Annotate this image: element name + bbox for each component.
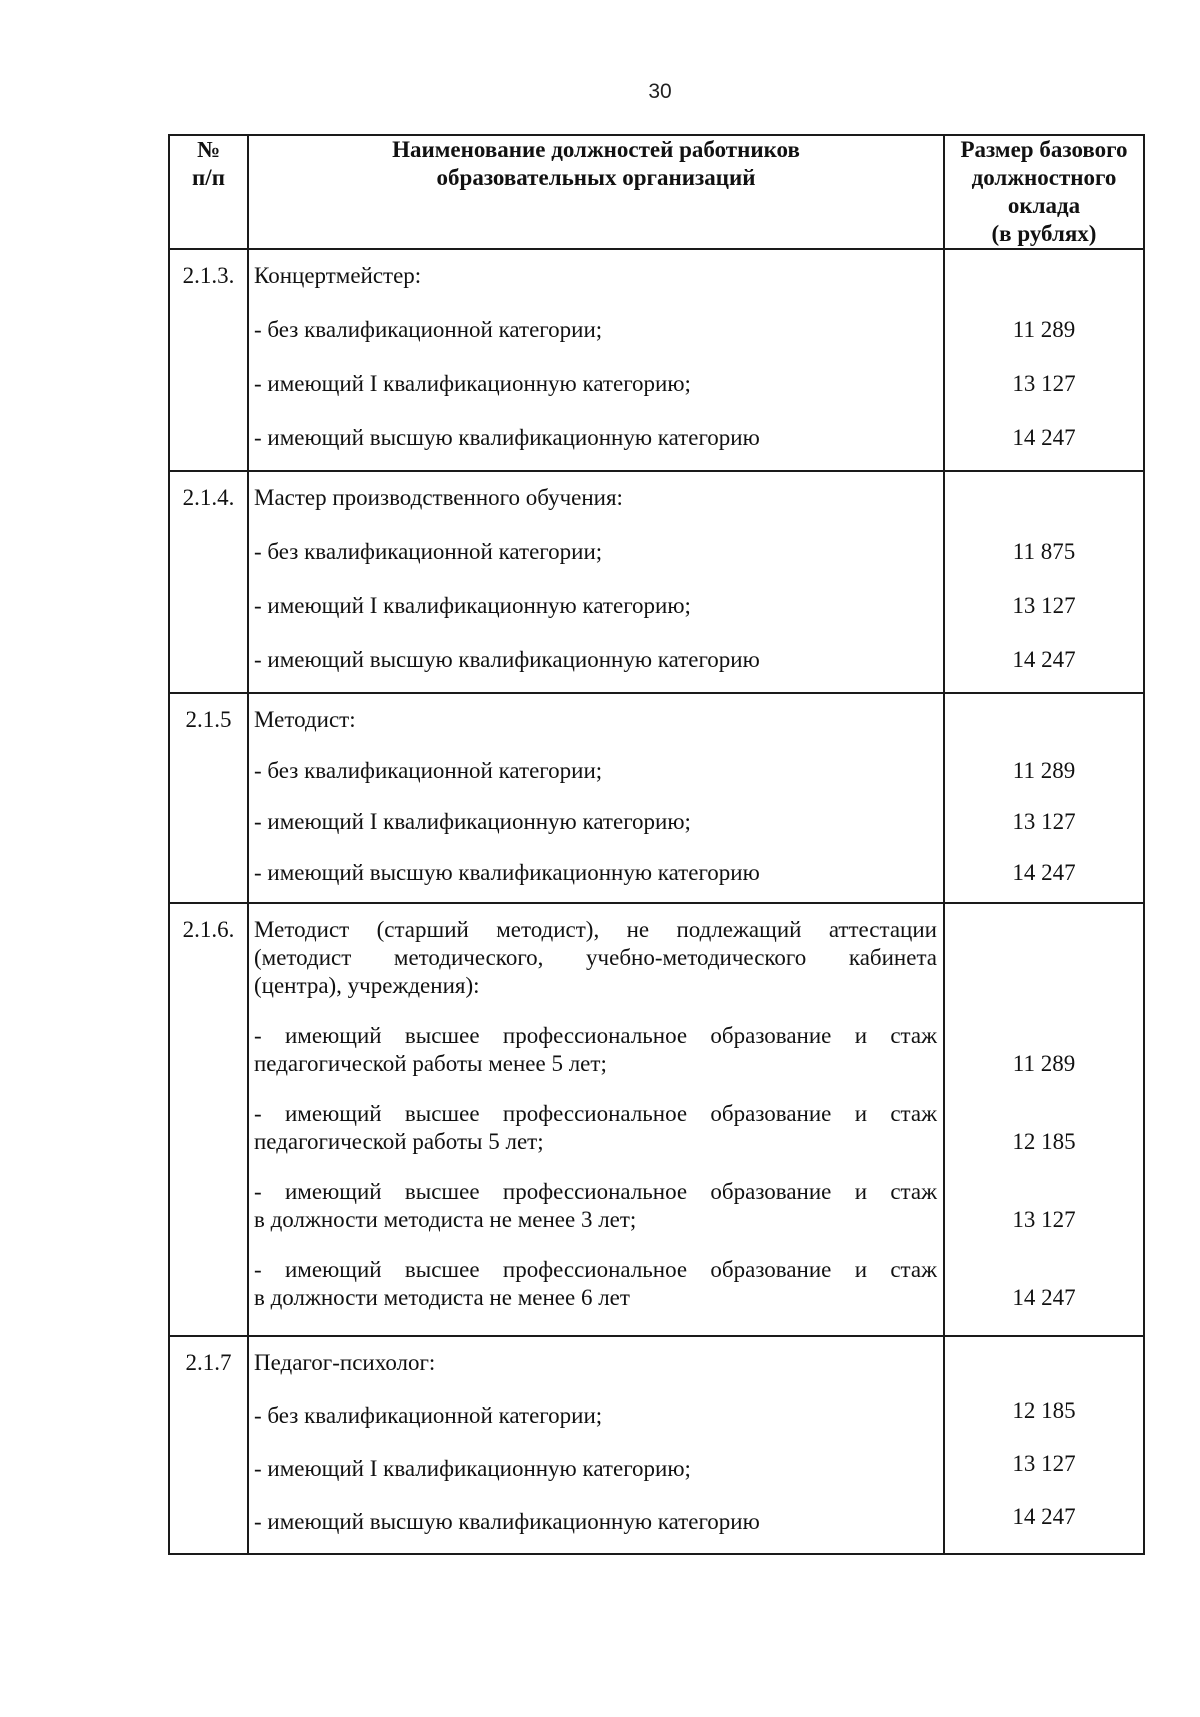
salary-value: 13 127 [1012,371,1076,396]
position-item: - без квалификационной категории; [254,1403,603,1428]
position-item: - имеющий I квалификационную категорию; [254,1456,691,1481]
table-row [169,903,1144,1336]
salary-cell [944,471,1144,693]
header-salary [944,135,1144,249]
header-salary-line: Размер базового [960,137,1128,162]
row-number: 2.1.7 [169,1336,248,1554]
salary-cell [944,693,1144,903]
header-name-line: Наименование должностей работников [392,137,800,162]
position-item-line: - имеющий высшее профессиональное образование и стаж [254,1179,937,1204]
position-item: - имеющий I квалификационную категорию; [254,809,691,834]
salary-cell [944,903,1144,1336]
position-item-line: в должности методиста не менее 6 лет [254,1285,630,1310]
salary-value: 11 289 [1012,1051,1076,1076]
position-item: - без квалификационной категории; [254,758,603,783]
salary-value: 11 289 [1012,758,1076,783]
salary-value: 12 185 [1012,1398,1076,1423]
salary-value: 14 247 [1012,1504,1076,1529]
header-number-line: № [196,137,221,162]
position-item-line: педагогической работы 5 лет; [254,1129,544,1154]
row-number: 2.1.5 [169,693,248,903]
salary-value: 12 185 [1012,1129,1076,1154]
position-title-line: (методист методического, учебно-методического кабинета [254,945,937,970]
position-title: Концертмейстер: [254,263,422,288]
header-number [169,135,248,249]
salary-cell [944,1336,1144,1554]
salary-value: 14 247 [1012,860,1076,885]
header-position-name [248,135,944,249]
position-title: Методист: [254,707,356,732]
header-salary-line: оклада [1007,193,1081,218]
table-row [169,249,1144,471]
position-item: - имеющий высшую квалификационную категорию [254,1509,760,1534]
salary-value: 11 875 [1012,539,1076,564]
position-cell [248,1336,944,1554]
position-item-line: - имеющий высшее профессиональное образование и стаж [254,1023,937,1048]
salary-value: 13 127 [1012,1207,1076,1232]
position-cell [248,903,944,1336]
position-item: - имеющий I квалификационную категорию; [254,371,691,396]
position-item-line: - имеющий высшее профессиональное образование и стаж [254,1257,937,1282]
position-item: - имеющий высшую квалификационную категорию [254,860,760,885]
position-cell [248,693,944,903]
position-title: Мастер производственного обучения: [254,485,623,510]
salary-value: 13 127 [1012,593,1076,618]
position-title: Педагог-психолог: [254,1350,436,1375]
position-title-line: Методист (старший методист), не подлежащий аттестации [254,917,937,942]
salary-cell [944,249,1144,471]
position-cell [248,249,944,471]
salary-value: 14 247 [1012,647,1076,672]
position-item-line: - имеющий высшее профессиональное образование и стаж [254,1101,937,1126]
page-number: 30 [648,80,672,103]
position-cell [248,471,944,693]
position-item: - имеющий высшую квалификационную категорию [254,425,760,450]
row-number: 2.1.4. [169,471,248,693]
salary-value: 13 127 [1012,1451,1076,1476]
position-item: - без квалификационной категории; [254,539,603,564]
position-item-line: в должности методиста не менее 3 лет; [254,1207,637,1232]
salary-value: 14 247 [1012,1285,1076,1310]
table-row [169,693,1144,903]
header-row [169,135,1144,249]
position-item-line: педагогической работы менее 5 лет; [254,1051,607,1076]
header-number-line: п/п [192,165,225,190]
position-item: - имеющий I квалификационную категорию; [254,593,691,618]
position-item: - имеющий высшую квалификационную категорию [254,647,760,672]
header-name-line: образовательных организаций [436,165,756,190]
header-salary-line: (в рублях) [991,221,1097,246]
table-row [169,1336,1144,1554]
salary-value: 11 289 [1012,317,1076,342]
position-title-line: (центра), учреждения): [254,973,480,998]
salary-value: 14 247 [1012,425,1076,450]
table-row [169,471,1144,693]
row-number: 2.1.6. [169,903,248,1336]
salary-value: 13 127 [1012,809,1076,834]
header-salary-line: должностного [971,165,1117,190]
row-number: 2.1.3. [169,249,248,471]
position-item: - без квалификационной категории; [254,317,603,342]
salary-table [168,134,1145,1555]
